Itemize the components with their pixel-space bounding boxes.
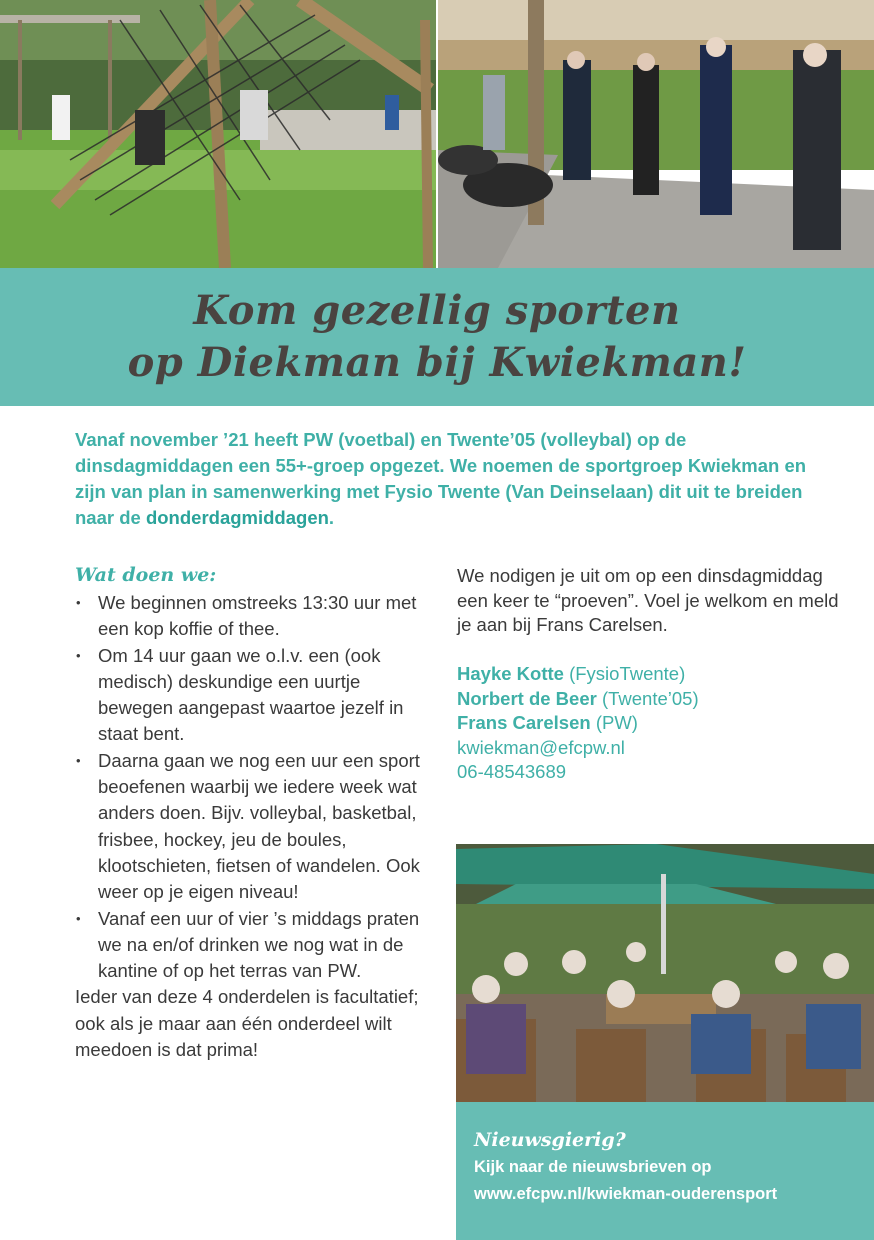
bullet-icon: • (76, 752, 81, 768)
intro-end: . (328, 507, 335, 528)
contact-name: Frans Carelsen (457, 712, 591, 734)
list-item-text: We beginnen omstreeks 13:30 uur met een kop koffie of thee. (98, 592, 417, 640)
page-title-line-2: op Diekman bij Kwiekman! (127, 339, 747, 386)
list-item (75, 906, 440, 985)
photo-climbing-net (0, 0, 436, 268)
photo-terrace (456, 844, 874, 1102)
contact-phone: 06-48543689 (457, 761, 567, 783)
intro-text: Vanaf november ’21 heeft PW (voetbal) en Twente’05 (volleybal) op de dinsdagmiddagen een 55+-groep opgezet. We noemen de sportgroep Kwiekman en zijn van plan in samenwerking met Fysio Twente (Van Deinselaan) dit uit te breiden naar de (75, 429, 807, 528)
bullet-icon: • (76, 595, 81, 610)
news-text: Kijk naar de nieuwsbrieven op (474, 1158, 712, 1176)
page-title-line-1: Kom gezellig sporten (193, 287, 681, 334)
invite-column (457, 564, 847, 785)
contact-org: (PW) (595, 712, 638, 734)
list-item (75, 590, 440, 643)
contact-line (457, 711, 847, 736)
activities-footer: Ieder van deze 4 onderdelen is facultatief; ook als je maar aan één onderdeel wilt meedoen is dat prima! (75, 986, 419, 1061)
news-link[interactable]: www.efcpw.nl/kwiekman-ouderensport (474, 1185, 778, 1203)
contacts-block (457, 662, 847, 785)
activities-column (75, 562, 440, 1063)
activities-list (75, 590, 440, 984)
contact-line (457, 687, 847, 712)
list-item (75, 748, 440, 906)
contact-org: (Twente’05) (601, 687, 699, 709)
intro-highlight: donderdagmiddagen (145, 507, 329, 528)
bullet-icon: • (76, 647, 81, 663)
news-heading: Nieuwsgierig? (474, 1129, 626, 1151)
list-item-text: Om 14 uur gaan we o.l.v. een (ook medisch) deskundige een uurtje bewegen aangepast waartoe jezelf in staat bent. (98, 644, 404, 745)
contact-org: (FysioTwente) (569, 663, 686, 685)
section-heading: Wat doen we: (75, 564, 217, 586)
intro-paragraph (75, 427, 825, 531)
contact-line (457, 662, 847, 687)
bullet-icon: • (76, 910, 81, 926)
list-item (75, 643, 440, 748)
photo-exercise-group (438, 0, 874, 268)
news-box (456, 1102, 874, 1240)
invite-text: We nodigen je uit om op een dinsdagmiddag een keer te “proeven”. Voel je welkom en meld je aan bij Frans Carelsen. (457, 565, 839, 636)
contact-email[interactable]: kwiekman@efcpw.nl (457, 736, 625, 758)
contact-name: Norbert de Beer (457, 687, 597, 709)
list-item-text: Vanaf een uur of vier ’s middags praten we na en/of drinken we nog wat in de kantine of op het terras van PW. (98, 907, 420, 982)
contact-name: Hayke Kotte (457, 663, 564, 685)
title-banner (0, 268, 874, 406)
list-item-text: Daarna gaan we nog een uur een sport beoefenen waarbij we iedere week wat anders doen. Bijv. volleybal, basketbal, frisbee, hockey, jeu de boules, klootschieten, fietsen of wandelen. Ook weer op je eigen niveau! (98, 749, 420, 903)
